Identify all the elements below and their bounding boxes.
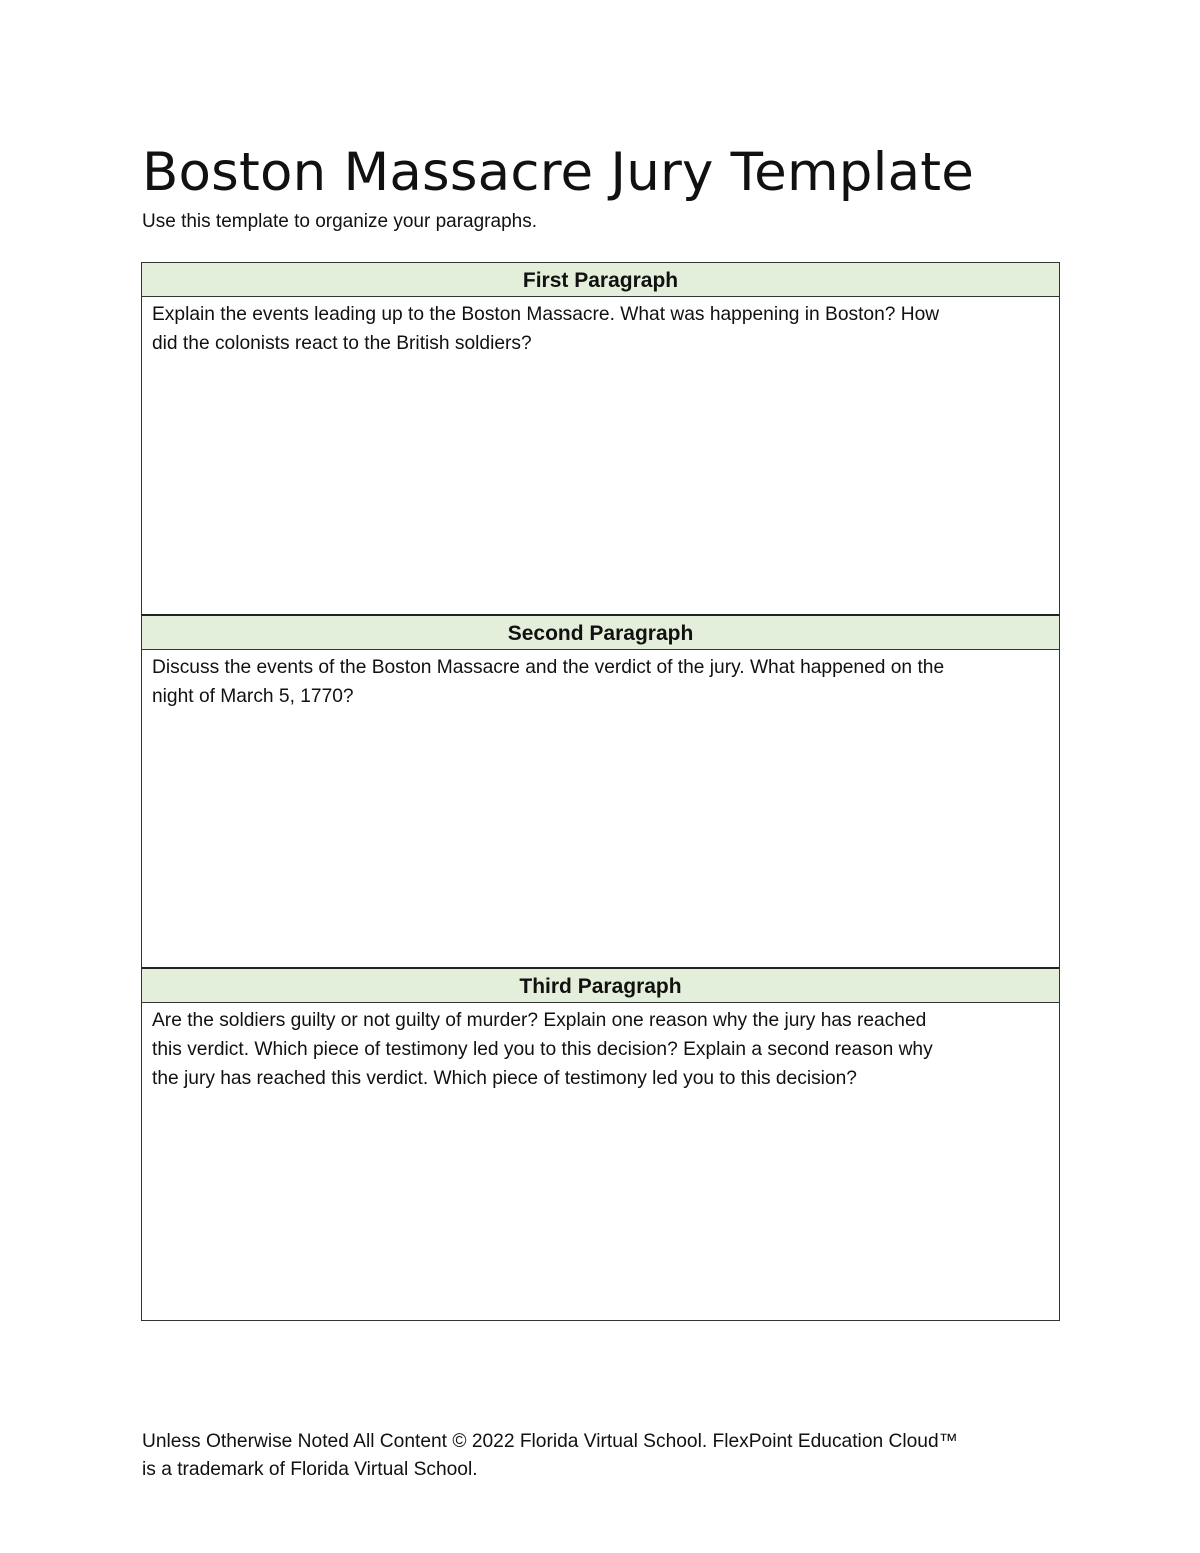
footer-line: Unless Otherwise Noted All Content © 2022 Florida Virtual School. FlexPoint Education Cloud™ (142, 1431, 958, 1452)
second-paragraph-prompt-line: Discuss the events of the Boston Massacre and the verdict of the jury. What happened on the (152, 657, 945, 678)
first-paragraph-prompt-line: did the colonists react to the British soldiers? (152, 333, 532, 354)
second-paragraph-response-area[interactable] (142, 650, 1059, 967)
second-paragraph-section (141, 614, 1060, 967)
third-paragraph-response-area[interactable] (142, 1003, 1059, 1320)
third-paragraph-prompt-line: the jury has reached this verdict. Which piece of testimony led you to this decision? (152, 1068, 857, 1089)
first-paragraph-heading: First Paragraph (142, 263, 1059, 297)
third-paragraph-prompt-line: Are the soldiers guilty or not guilty of murder? Explain one reason why the jury has reached (152, 1010, 927, 1031)
third-paragraph-heading: Third Paragraph (142, 969, 1059, 1003)
paragraph-template-table (141, 262, 1060, 1321)
copyright-footer (142, 1428, 1072, 1484)
page-title: Boston Massacre Jury Template (142, 142, 975, 203)
footer-line: is a trademark of Florida Virtual School. (142, 1459, 478, 1480)
third-paragraph-prompt-line: this verdict. Which piece of testimony led you to this decision? Explain a second reason why (152, 1039, 933, 1060)
first-paragraph-prompt-line: Explain the events leading up to the Boston Massacre. What was happening in Boston? How (152, 304, 940, 325)
third-paragraph-section (141, 967, 1060, 1320)
second-paragraph-heading: Second Paragraph (142, 616, 1059, 650)
first-paragraph-response-area[interactable] (142, 297, 1059, 614)
first-paragraph-section (141, 263, 1060, 614)
page-subtitle: Use this template to organize your paragraphs. (142, 211, 537, 232)
second-paragraph-prompt-line: night of March 5, 1770? (152, 686, 354, 707)
